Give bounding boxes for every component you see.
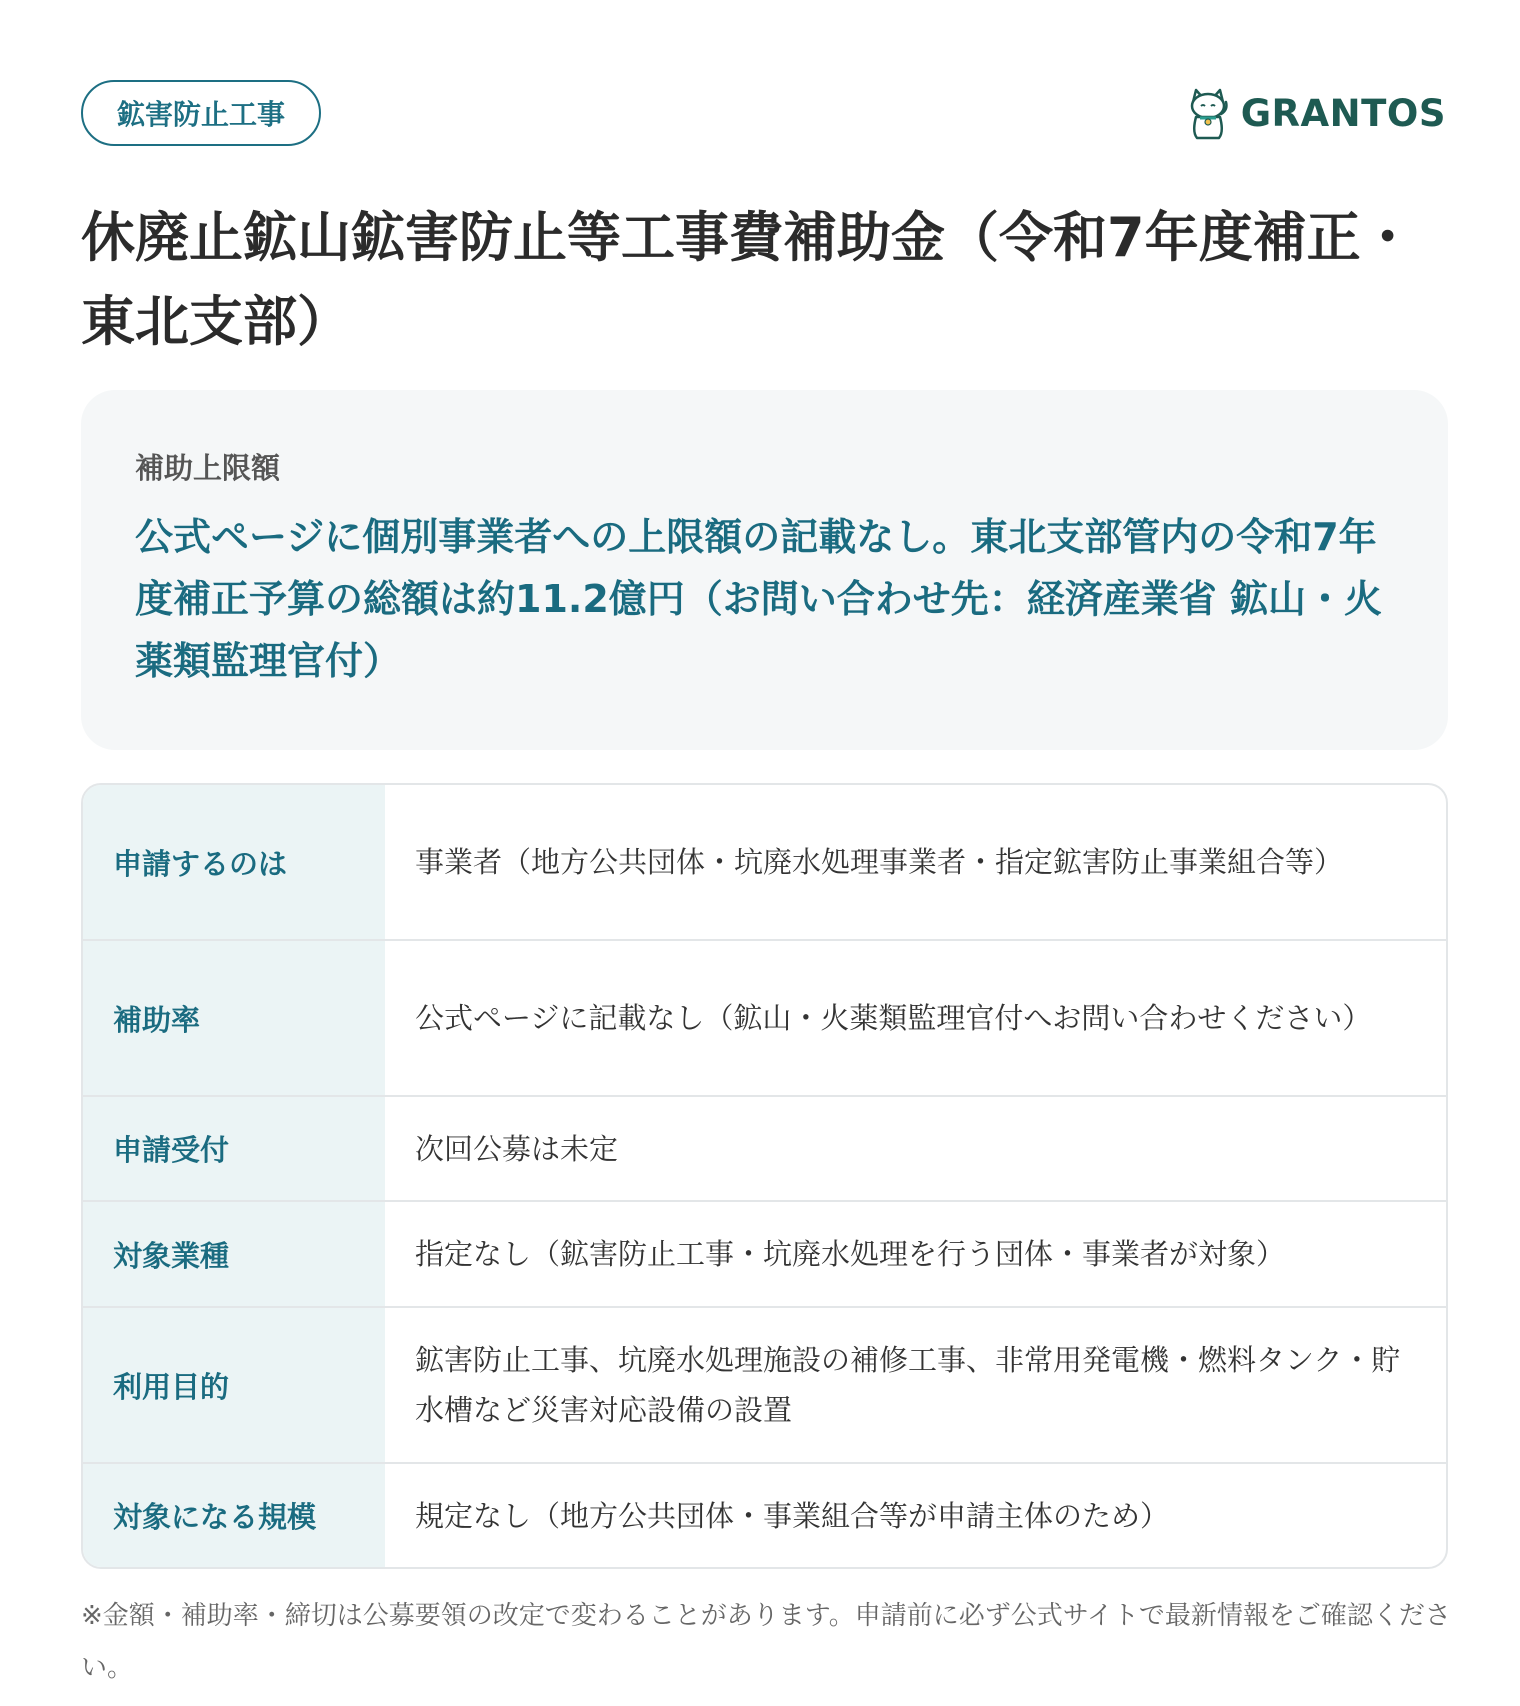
logo bbox=[1183, 84, 1446, 142]
table-row bbox=[83, 1464, 1446, 1567]
row-value: 指定なし（鉱害防止工事・坑廃水処理を行う団体・事業者が対象） bbox=[415, 1237, 1286, 1271]
row-value: 規定なし（地方公共団体・事業組合等が申請主体のため） bbox=[415, 1498, 1170, 1533]
row-key: 利用目的 bbox=[83, 1308, 385, 1462]
row-value: 事業者（地方公共団体・坑廃水処理事業者・指定鉱害防止事業組合等） bbox=[415, 845, 1344, 879]
row-key: 申請受付 bbox=[83, 1097, 385, 1200]
table-row bbox=[83, 1308, 1446, 1464]
row-key: 対象業種 bbox=[83, 1202, 385, 1306]
disclaimer-note: ※金額・補助率・締切は公募要領の改定で変わることがあります。申請前に必ず公式サイトで最新情報をご確認ください。 bbox=[81, 1601, 1451, 1683]
row-value: 次回公募は未定 bbox=[415, 1131, 619, 1166]
page-title: 休廃止鉱山鉱害防止等工事費補助金（令和7年度補正・東北支部） bbox=[81, 206, 1415, 353]
logo-wordmark: GRANTOS bbox=[1240, 91, 1446, 135]
row-value: 公式ページに記載なし（鉱山・火薬類監理官付へお問い合わせください） bbox=[415, 1001, 1372, 1035]
header bbox=[81, 80, 1446, 152]
table-row bbox=[83, 785, 1446, 941]
category-tag: 鉱害防止工事 bbox=[81, 80, 321, 146]
max-amount-value: 公式ページに個別事業者への上限額の記載なし。東北支部管内の令和7年度補正予算の総額は約11.2億円（お問い合わせ先：経済産業省 鉱山・火薬類監理官付） bbox=[135, 515, 1382, 683]
row-key: 対象になる規模 bbox=[83, 1464, 385, 1567]
details-table bbox=[81, 783, 1448, 1569]
row-value: 鉱害防止工事、坑廃水処理施設の補修工事、非常用発電機・燃料タンク・貯水槽など災害対応設備の設置 bbox=[415, 1343, 1401, 1427]
max-amount-card bbox=[81, 390, 1448, 750]
table-row bbox=[83, 941, 1446, 1097]
table-row bbox=[83, 1202, 1446, 1308]
maneki-neko-cat-icon bbox=[1183, 84, 1233, 142]
row-key: 補助率 bbox=[83, 941, 385, 1095]
row-key: 申請するのは bbox=[83, 785, 385, 939]
table-row bbox=[83, 1097, 1446, 1202]
max-amount-label: 補助上限額 bbox=[135, 451, 281, 485]
